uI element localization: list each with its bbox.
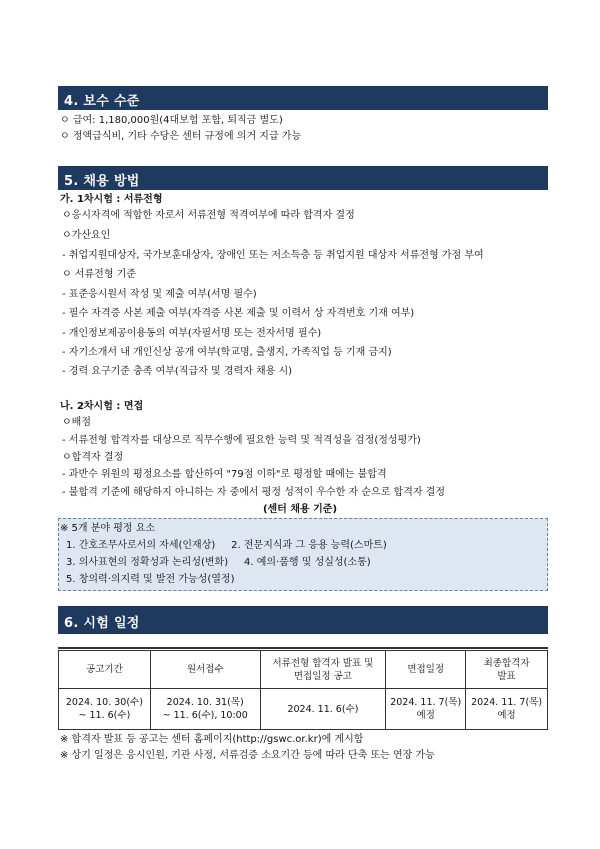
stage2-line: - 과반수 위원의 평정요소를 합산하여 "79점 이하"로 평정할 때에는 불합격 [62, 469, 387, 480]
stage1-line: - 경력 요구기준 충족 여부(직급자 및 경력자 채용 시) [62, 366, 293, 377]
stage1-line: - 표준응시원서 작성 및 제출 여부(서명 필수) [62, 289, 257, 300]
table-top-rule [58, 647, 548, 649]
header-cell: 원서접수 [150, 651, 260, 689]
stage1-line: ㅇ가산요인 [62, 230, 111, 241]
table-cell: 2024. 11. 6(수) [260, 689, 386, 730]
stage1-heading: 가. 1차시험 : 서류전형 [60, 194, 163, 205]
header-cell: 면접일정 [386, 651, 466, 689]
section-5-band [58, 166, 548, 190]
criteria-row: 1. 간호조무사로서의 자세(인재상) 2. 전문지식과 그 응용 능력(스마트) [66, 540, 387, 551]
stage1-line: - 취업지원대상자, 국가보훈대상자, 장애인 또는 저소득층 등 취업지원 대상자 서류전형 가점 부여 [62, 250, 484, 261]
section-6-band [58, 606, 548, 634]
section-4-band [58, 86, 548, 110]
stage2-line: - 서류전형 합격자를 대상으로 직무수행에 필요한 능력 및 적격성을 검정(정성평가) [62, 435, 421, 446]
allowance-line: ㅇ 정액급식비, 기타 수당은 센터 규정에 의거 지급 가능 [60, 131, 302, 142]
table-cell: 2024. 10. 31(목) ~ 11. 6(수), 10:00 [150, 689, 260, 730]
stage1-line: - 필수 자격증 사본 제출 여부(자격증 사본 제출 및 이력서 상 자격번호 기재 여부) [62, 308, 415, 319]
stage2-line: ㅇ배점 [62, 417, 91, 428]
criteria-header: ※ 5개 분야 평정 요소 [60, 523, 156, 534]
table-row [59, 689, 548, 730]
criteria-title: (센터 채용 기준) [262, 504, 338, 515]
table-cell: 2024. 11. 7(목) 예정 [466, 689, 548, 730]
stage1-line: ㅇ 서류전형 기준 [62, 269, 136, 280]
section-4-title: 4. 보수 수준 [64, 94, 140, 109]
table-header-row [59, 651, 548, 689]
note-line: ※ 상기 일정은 응시인원, 기관 사정, 서류검증 소요기간 등에 따라 단축 또는 연장 가능 [60, 750, 435, 761]
header-cell: 최종합격자 발표 [466, 651, 548, 689]
stage1-line: ㅇ응시자격에 적합한 자로서 서류전형 적격여부에 따라 합격자 결정 [62, 210, 355, 221]
section-6-title: 6. 시험 일정 [64, 616, 140, 631]
stage1-line: - 자기소개서 내 개인신상 공개 여부(학교명, 출생지, 가족직업 등 기재 금지) [62, 347, 392, 358]
criteria-row: 5. 창의력·의지력 및 발전 가능성(열정) [66, 574, 235, 585]
note-line: ※ 합격자 발표 등 공고는 센터 홈페이지(http://gswc.or.kr)에 게시함 [60, 734, 364, 745]
stage2-heading: 나. 2차시험 : 면접 [60, 401, 144, 412]
criteria-row: 3. 의사표현의 정확성과 논리성(변화) 4. 예의·품행 및 성실성(소통) [66, 557, 371, 568]
header-cell: 공고기간 [59, 651, 151, 689]
schedule-table [58, 650, 548, 730]
stage2-line: - 불합격 기준에 해당하지 아니하는 자 중에서 평정 성적이 우수한 자 순으로 합격자 결정 [62, 487, 446, 498]
stage1-line: - 개인정보제공이용동의 여부(자필서명 또는 전자서명 필수) [62, 328, 322, 339]
stage2-line: ㅇ합격자 결정 [62, 452, 124, 463]
header-cell: 서류전형 합격자 발표 및 면접일정 공고 [260, 651, 386, 689]
table-cell: 2024. 10. 30(수) ~ 11. 6(수) [59, 689, 151, 730]
salary-line: ㅇ 급여: 1,180,000원(4대보험 포함, 퇴직금 별도) [60, 115, 283, 126]
section-5-title: 5. 채용 방법 [64, 174, 140, 189]
table-cell: 2024. 11. 7(목) 예정 [386, 689, 466, 730]
